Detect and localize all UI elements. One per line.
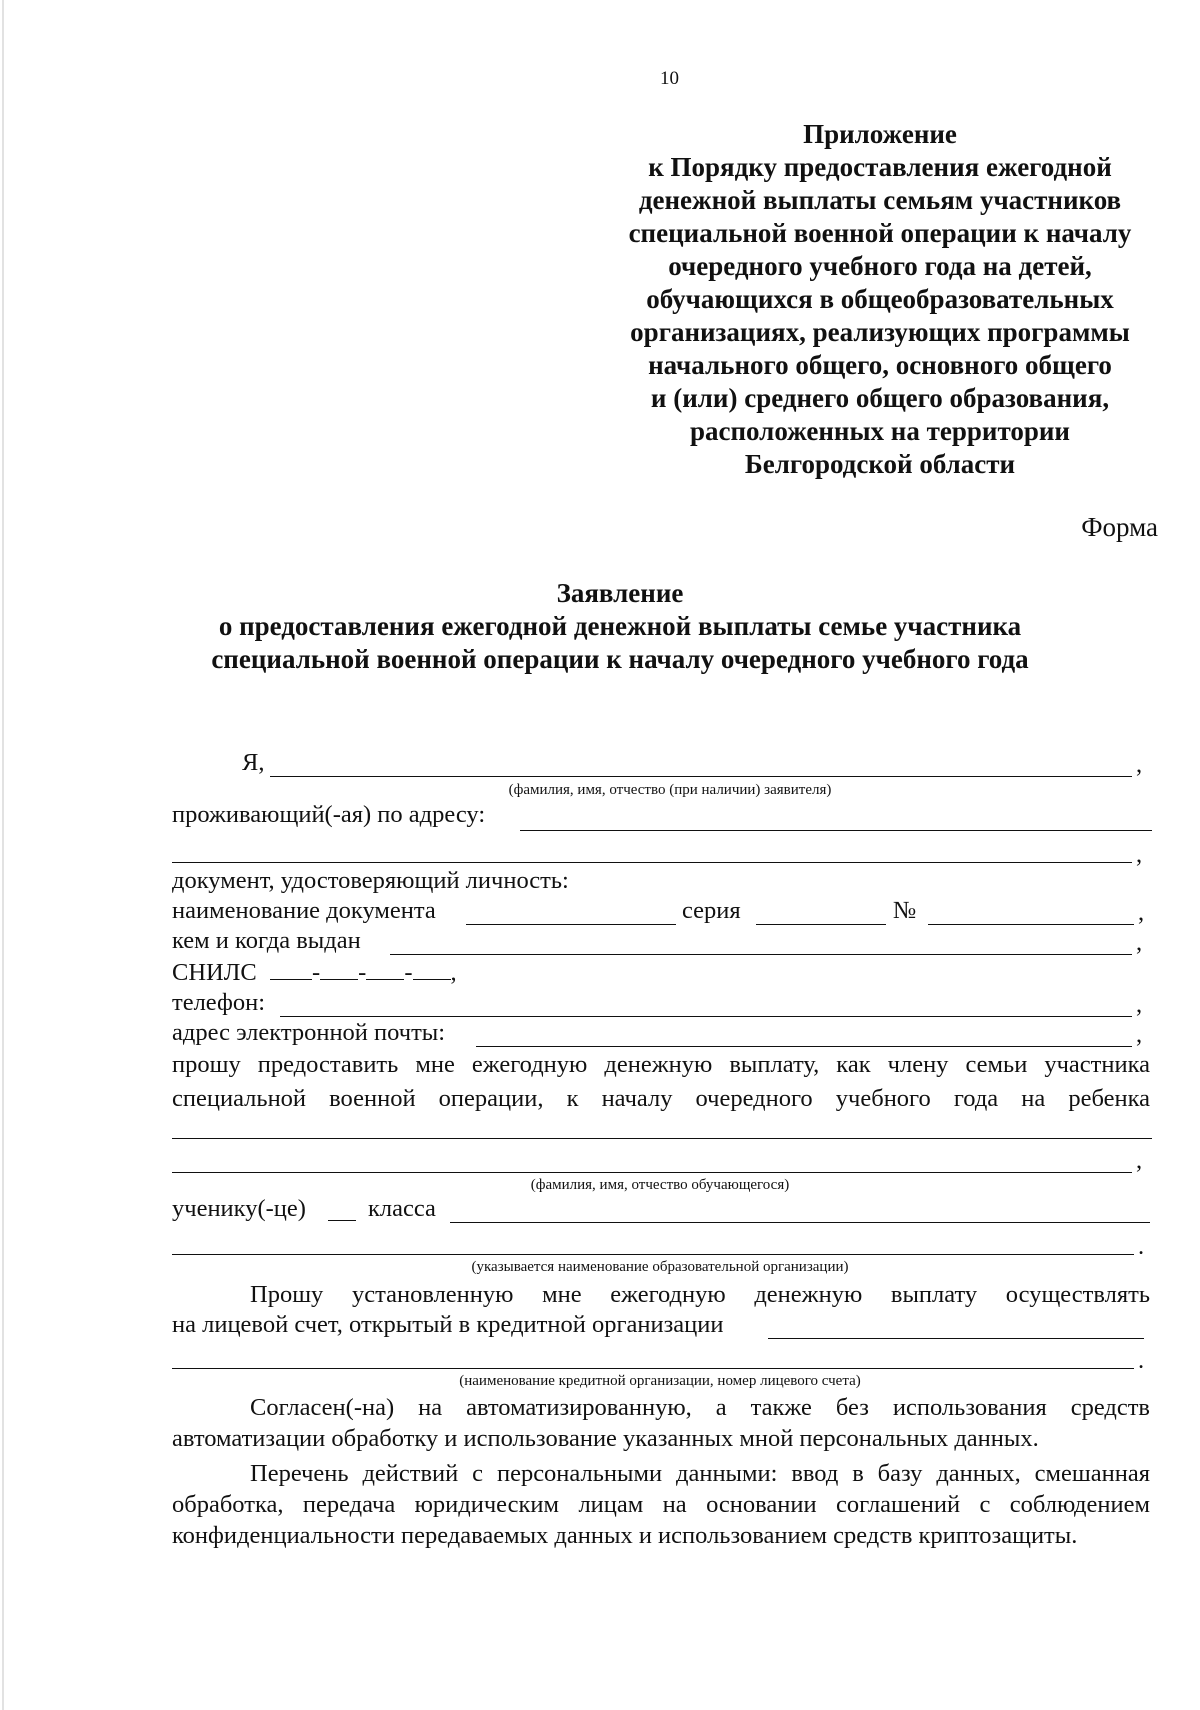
snils-field[interactable]: - - - , (270, 958, 457, 988)
title-line: о предоставления ежегодной денежной выплаты семье участника (218, 611, 1022, 641)
address-field-2[interactable] (172, 862, 1132, 863)
snils-label: СНИЛС (172, 959, 257, 986)
bank-field-1[interactable] (768, 1338, 1144, 1339)
number-field[interactable] (928, 924, 1134, 925)
hint-school: (указывается наименование образовательной организации) (471, 1259, 849, 1275)
comma: , (1136, 929, 1143, 956)
comma: , (1136, 991, 1143, 1018)
class-label: класса (368, 1195, 436, 1222)
document-title (120, 577, 1120, 676)
appendix-header (600, 118, 1160, 481)
request-line-2: специальной военной операции, к началу очередного учебного года на ребенка (172, 1085, 1150, 1112)
series-field[interactable] (756, 924, 886, 925)
request-line-1: прошу предоставить мне ежегодную денежную выплату, как члену семьи участника (172, 1051, 1150, 1078)
doc-name-field[interactable] (466, 924, 676, 925)
phone-label: телефон: (172, 989, 266, 1016)
child-name-field-2[interactable] (172, 1172, 1132, 1173)
email-label: адрес электронной почты: (172, 1019, 446, 1046)
comma: , (1136, 751, 1143, 778)
child-name-field-1[interactable] (172, 1138, 1152, 1139)
series-label: серия (682, 897, 741, 924)
bank-field-2[interactable] (172, 1368, 1134, 1369)
pupil-label: ученику(-це) (172, 1195, 306, 1222)
scan-edge-left (2, 0, 4, 1710)
hint-applicant-fio: (фамилия, имя, отчество (при наличии) заявителя) (508, 782, 832, 798)
appendix-line: денежной выплаты семьям участников (638, 185, 1122, 215)
comma: , (1136, 1147, 1143, 1174)
appendix-line: Белгородской области (744, 449, 1016, 479)
address-field-1[interactable] (520, 830, 1152, 831)
appendix-line: очередного учебного года на детей, (668, 251, 1092, 281)
number-label: № (893, 897, 917, 924)
comma: , (1136, 841, 1143, 868)
appendix-line: организациях, реализующих программы (630, 317, 1130, 347)
ya-label: Я, (242, 749, 265, 776)
consent-paragraph: Согласен(-на) на автоматизированную, а также без использования средств автоматизации обработку и использование указанных мной персональных данных. (172, 1394, 1150, 1452)
applicant-name-field[interactable] (270, 776, 1132, 777)
phone-field[interactable] (280, 1016, 1132, 1017)
residing-label: проживающий(-ая) по адресу: (172, 801, 486, 828)
comma: , (1138, 899, 1145, 926)
form-label: Форма (1081, 512, 1158, 542)
page-number: 10 (660, 68, 679, 89)
appendix-line: специальной военной операции к началу (628, 218, 1132, 248)
comma: , (1136, 1021, 1143, 1048)
appendix-line: Приложение (803, 119, 957, 149)
appendix-line: обучающихся в общеобразовательных (646, 284, 1114, 314)
appendix-line: и (или) среднего общего образования, (650, 383, 1110, 413)
issued-field[interactable] (390, 954, 1132, 955)
appendix-line: начального общего, основного общего (648, 350, 1112, 380)
period: . (1138, 1233, 1145, 1260)
appendix-line: расположенных на территории (689, 416, 1070, 446)
grade-field[interactable] (328, 1220, 356, 1221)
actions-paragraph: Перечень действий с персональными данными: ввод в базу данных, смешанная обработка, передача юридическим лицам на основании соглашений с соблюдением конфиденциальности передаваемых данных и использованием средств криптозащиты. (172, 1460, 1150, 1549)
hint-student-fio: (фамилия, имя, отчество обучающегося) (530, 1177, 790, 1193)
payment-line-1: Прошу установленную мне ежегодную денежную выплату осуществлять (250, 1281, 1150, 1308)
school-field-1[interactable] (450, 1222, 1150, 1223)
hint-bank: (наименование кредитной организации, номер лицевого счета) (459, 1373, 861, 1389)
id-document-label: документ, удостоверяющий личность: (172, 867, 569, 894)
title-main: Заявление (556, 578, 684, 608)
doc-name-label: наименование документа (172, 897, 436, 924)
title-line: специальной военной операции к началу очередного учебного года (211, 644, 1029, 674)
school-field-2[interactable] (172, 1254, 1134, 1255)
period: . (1138, 1347, 1145, 1374)
payment-line-2: на лицевой счет, открытый в кредитной организации (172, 1311, 724, 1338)
email-field[interactable] (476, 1046, 1132, 1047)
appendix-line: к Порядку предоставления ежегодной (648, 152, 1112, 182)
issued-label: кем и когда выдан (172, 927, 361, 954)
